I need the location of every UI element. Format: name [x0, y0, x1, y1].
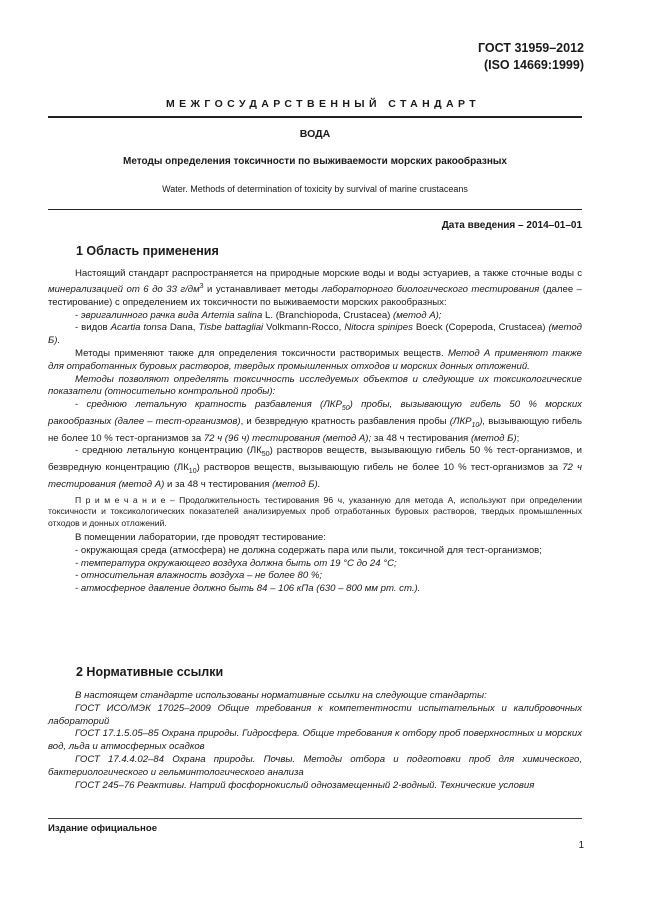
section-2-heading: 2 Нормативные ссылки: [76, 665, 224, 679]
list-item: - окружающая среда (атмосфера) не должна содержать пара или пыли, токсичной для тест-организмов;: [75, 544, 542, 556]
english-title: Water. Methods of determination of toxicity by survival of marine crustaceans: [162, 184, 468, 194]
document-subtitle: Методы определения токсичности по выживаемости морских ракообразных: [122, 156, 507, 167]
paragraph: Методы применяют также для определения токсичности растворимых веществ. Метод А применяют также для отработанных буровых растворов, твердых промышленных отходов и морских донных отложений.: [48, 347, 582, 372]
paragraph: Методы позволяют определять токсичность исследуемых объектов и следующие их токсикологические показатели (относительно контрольной пробы):: [48, 373, 582, 398]
reference-item: ГОСТ 17.4.4.02–84 Охрана природы. Почвы. Методы отбора и подготовки проб для химического, бактериологического и гельминтологического анализа: [48, 753, 582, 778]
list-item: - среднюю летальную концентрацию $(ЛК_{50})$ растворов веществ, вызывающую гибель 50 % тест-организмов, и безвредную концентрацию $(ЛК_{10})$ растворов веществ, вызывающую гибель не более 10 % тест-организмов за 72 ч тестирования (метод А) и за 48 ч тестирования (метод Б).: [48, 445, 582, 490]
section-1-body: [48, 268, 582, 596]
introduction-date: Дата введения – 2014–01–01: [441, 220, 582, 231]
list-item: - среднюю летальную кратность разбавления $(ЛКР_{50})$ пробы, вызывающую гибель 50 % морских ракообразных (далее – тест-организмов), и безвредную кратность разбавления пробы $(ЛКР_{10})$, вызывающую гибель не более 10 % тест-организмов за 72 ч (96 ч) тестирования (метод А); за 48 ч тестирования (метод Б);: [48, 399, 582, 444]
section-1-heading: 1 Область применения: [76, 244, 219, 258]
header-rule: [48, 116, 582, 118]
standard-type: МЕЖГОСУДАРСТВЕННЫЙ СТАНДАРТ: [165, 98, 481, 110]
list-item: - видов Acartia tonsa Dana, Tisbe battagliai Volkmann-Rocco, Nitocra spinipes Boeck (Copepoda, Crustacea) (метод Б).: [48, 322, 582, 347]
paragraph: В настоящем стандарте использованы нормативные ссылки на следующие стандарты:: [75, 690, 487, 701]
reference-item: ГОСТ 17.1.5.05–85 Охрана природы. Гидросфера. Общие требования к отбору проб поверхностных и морских вод, льда и атмосферных осадков: [48, 728, 582, 753]
page-number: 1: [578, 840, 584, 851]
list-item: - температура окружающего воздуха должна быть от 19 °С до 24 °С;: [75, 557, 397, 569]
footer-rule: [48, 818, 582, 819]
list-item: - атмосферное давление должно быть 84 – 106 кПа (630 – 800 мм рт. ст.).: [75, 583, 421, 595]
note-label: П р и м е ч а н и е: [75, 494, 166, 505]
list-item: - относительная влажность воздуха – не более 80 %;: [75, 570, 323, 582]
reference-item: ГОСТ 245–76 Реактивы. Натрий фосфорнокислый однозамещенный 2-водный. Технические условия: [75, 779, 535, 791]
iso-number: (ISO 14669:1999): [483, 58, 584, 72]
title-rule: [48, 209, 582, 210]
list-item: - эвригалинного рачка вида Artemia salina L. (Branchiopoda, Crustacea) (метод А);: [75, 309, 442, 321]
document-title: ВОДА: [299, 128, 331, 140]
section-2-body: [48, 690, 582, 792]
gost-number: ГОСТ 31959–2012: [478, 41, 584, 55]
reference-item: ГОСТ ИСО/МЭК 17025–2009 Общие требования к компетентности испытательных и калибровочных лабораторий: [48, 702, 582, 727]
official-edition-label: Издание официальное: [48, 823, 158, 834]
paragraph: Настоящий стандарт распространяется на природные морские воды и воды эстуариев, а также сточные воды с минерализацией от 6 до 33 $г/дм^3$ и устанавливает методы лабораторного биологического тестирования (далее – тестирование) с определением их токсичности по выживаемости морских ракообразных:: [48, 268, 582, 308]
paragraph: В помещении лаборатории, где проводят тестирование:: [75, 532, 326, 544]
standard-number-block: [478, 40, 584, 74]
note: П р и м е ч а н и е – Продолжительность тестирования 96 ч, указанную для метода А, используют при определении токсичности и токсикологических показателей анализируемых проб отработанных буровых растворов, твердых промышленных отходов и донных отложений.: [48, 494, 583, 528]
